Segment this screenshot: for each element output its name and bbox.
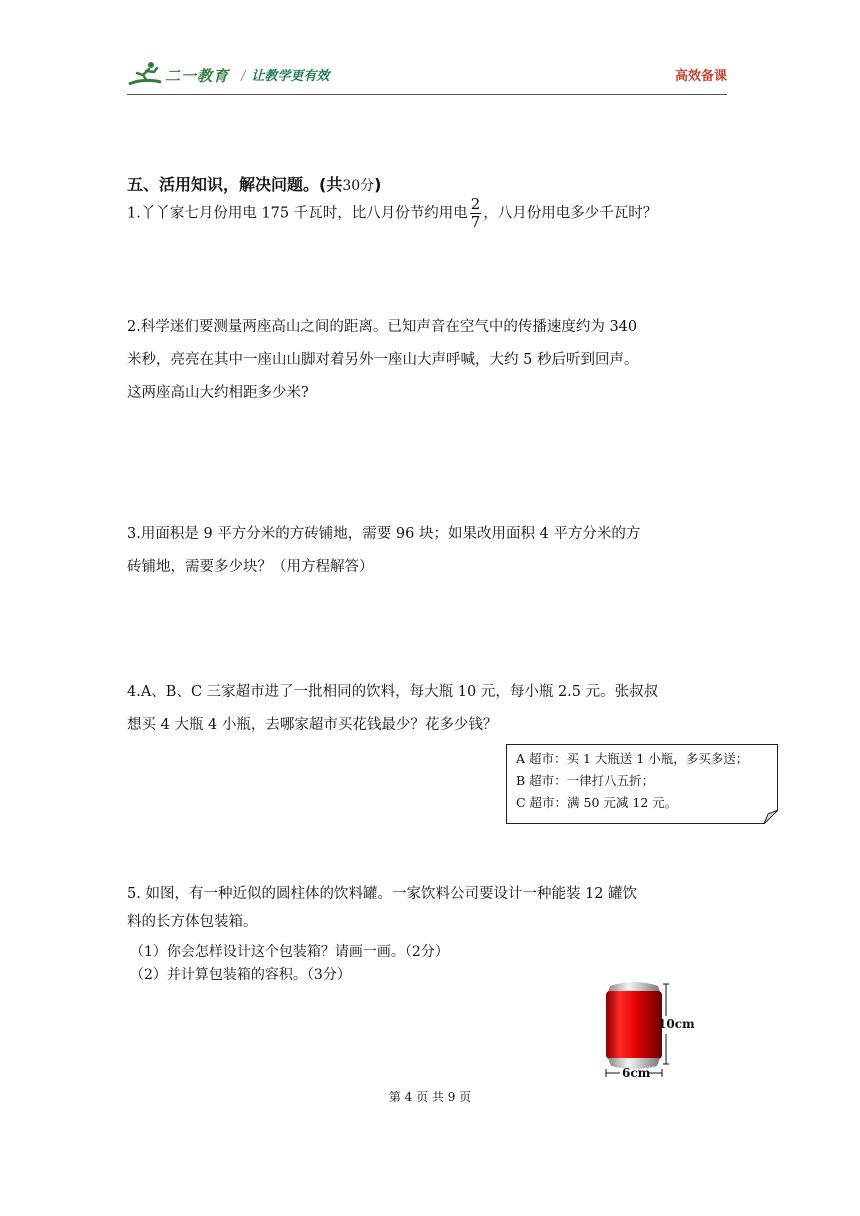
section-title — [127, 172, 381, 195]
header-divider — [127, 94, 727, 95]
q5-subquestion-1: （1）你会怎样设计这个包装箱？请画一画。（2分） — [130, 944, 449, 960]
runner-logo-icon — [127, 60, 163, 88]
offer-a: A 超市：买 1 大瓶送 1 小瓶，多买多送； — [516, 751, 749, 766]
section-title-text: 五、活用知识，解决问题。(共 — [127, 175, 343, 194]
can-width-label: 6cm — [622, 1066, 651, 1080]
offer-c: C 超市：满 50 元减 12 元。 — [516, 795, 678, 810]
question-1 — [127, 196, 739, 231]
page-number: 第 4 页 共 9 页 — [388, 1090, 472, 1104]
fraction-numerator: 2 — [470, 195, 481, 213]
slogan: / 让教学更有效 — [241, 69, 330, 84]
section-close: ) — [374, 175, 382, 194]
fraction-denominator: 7 — [470, 213, 481, 231]
offer-b: B 超市：一律打八五折； — [516, 773, 655, 788]
can-height-label: 10cm — [658, 1017, 695, 1031]
q1-after: ，八月份用电多少千瓦时？ — [483, 205, 658, 222]
q3-line-1: 3.用面积是 9 平方分米的方砖铺地，需要 96 块；如果改用面积 4 平方分米的方 — [127, 526, 641, 542]
supermarket-offers-note — [506, 744, 778, 824]
question-4 — [127, 676, 739, 742]
slogan-text: 让教学更有效 — [251, 69, 330, 84]
q1-before: 1.丫丫家七月份用电 175 千瓦时，比八月份节约用电 — [127, 205, 468, 222]
question-5 — [127, 880, 739, 936]
section-points: 30分 — [342, 178, 375, 194]
q2-line-2: 米秒，亮亮在其中一座山山脚对着另外一座山大声呼喊，大约 5 秒后听到回声。 — [127, 352, 639, 368]
q2-line-1: 2.科学迷们要测量两座高山之间的距离。已知声音在空气中的传播速度约为 340 — [127, 319, 638, 335]
q5-line-1: 5. 如图，有一种近似的圆柱体的饮料罐。一家饮料公司要设计一种能装 12 罐饮 — [127, 886, 638, 902]
question-3 — [127, 518, 739, 584]
q2-line-3: 这两座高山大约相距多少米? — [127, 385, 309, 401]
question-2 — [127, 311, 739, 410]
q5-line-2: 料的长方体包装箱。 — [127, 914, 258, 930]
page-header — [127, 56, 727, 96]
q3-line-2: 砖铺地，需要多少块？（用方程解答） — [127, 559, 374, 575]
header-right-label: 高效备课 — [674, 69, 727, 84]
q5-subquestion-2: （2）并计算包装箱的容积。（3分） — [130, 967, 351, 983]
q4-line-2: 想买 4 大瓶 4 小瓶，去哪家超市买花钱最少？花多少钱？ — [127, 717, 498, 733]
logo-text: 二一教育 — [165, 67, 230, 85]
fraction — [470, 196, 482, 231]
soda-can-figure — [600, 978, 710, 1080]
page-curl-icon — [764, 810, 778, 824]
q4-line-1: 4.A、B、C 三家超市进了一批相同的饮料，每大瓶 10 元，每小瓶 2.5 元。张叔叔 — [127, 684, 659, 700]
